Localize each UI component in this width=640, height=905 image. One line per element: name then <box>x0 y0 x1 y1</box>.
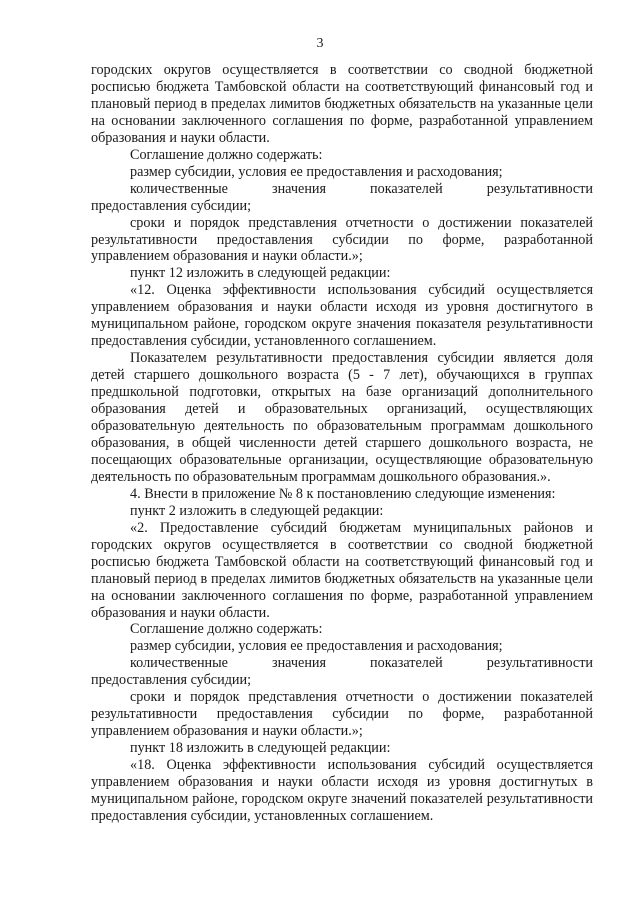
paragraph: предоставления субсидии; <box>91 672 252 689</box>
paragraph: предоставления субсидии; <box>91 197 252 214</box>
paragraph: пункт 2 изложить в следующей редакции: <box>130 502 384 519</box>
paragraph: Соглашение должно содержать: <box>130 621 323 638</box>
paragraph: «18. Оценка эффективности использования субсидий осуществляется управлением образования и науки области исходя из уровня достигнутых в муниципальном районе, городском округе значений показателей результативности предоставления субсидии, установленных соглашением. <box>91 757 593 824</box>
paragraph: «2. Предоставление субсидий бюджетам муниципальных районов и городских округов осуществляется в соответствии со сводной бюджетной росписью бюджета Тамбовской области на соответствующий финансовый год и плановый период в пределах лимитов бюджетных обязательств на указанные цели на основании заключенного соглашения по форме, разработанной управлением образования и науки области. <box>91 519 593 621</box>
paragraph: 4. Внести в приложение № 8 к постановлению следующие изменения: <box>130 485 556 502</box>
paragraph: количественные значения показателей результативности <box>130 180 593 197</box>
paragraph: количественные значения показателей результативности <box>130 655 593 672</box>
paragraph: сроки и порядок представления отчетности о достижении показателей результативности предоставления субсидии по форме, разработанной управлением образования и науки области.»; <box>91 214 593 265</box>
paragraph: размер субсидии, условия ее предоставления и расходования; <box>130 638 503 655</box>
paragraph: «12. Оценка эффективности использования субсидий осуществляется управлением образования и науки области исходя из уровня достигнутого в муниципальном районе, городском округе значения показателя результативности предоставления субсидии, установленного соглашением. <box>91 282 593 350</box>
paragraph: Показателем результативности предоставления субсидии является доля детей старшего дошкольного возраста (5 - 7 лет), обучающихся в группах предшкольной подготовки, открытых на базе организаций дополнительного образования детей и образовательных организаций, осуществляющих образовательную деятельность по образовательным программам дошкольного образования, в общей численности детей старшего дошкольного возраста, не посещающих образовательные организации, осуществляющие образовательную деятельность по образовательным программам дошкольного образования.». <box>91 350 593 485</box>
paragraph: размер субсидии, условия ее предоставления и расходования; <box>130 163 503 180</box>
paragraph: пункт 12 изложить в следующей редакции: <box>130 265 391 282</box>
paragraph: городских округов осуществляется в соответствии со сводной бюджетной росписью бюджета Тамбовской области на соответствующий финансовый год и плановый период в пределах лимитов бюджетных обязательств на указанные цели на основании заключенного соглашения по форме, разработанной управлением образования и науки области. <box>91 62 593 146</box>
paragraph: сроки и порядок представления отчетности о достижении показателей результативности предоставления субсидии по форме, разработанной управлением образования и науки области.»; <box>91 689 593 740</box>
paragraph: пункт 18 изложить в следующей редакции: <box>130 740 391 757</box>
paragraph: Соглашение должно содержать: <box>130 146 323 163</box>
page-number: 3 <box>316 36 324 51</box>
document-body <box>91 62 593 825</box>
